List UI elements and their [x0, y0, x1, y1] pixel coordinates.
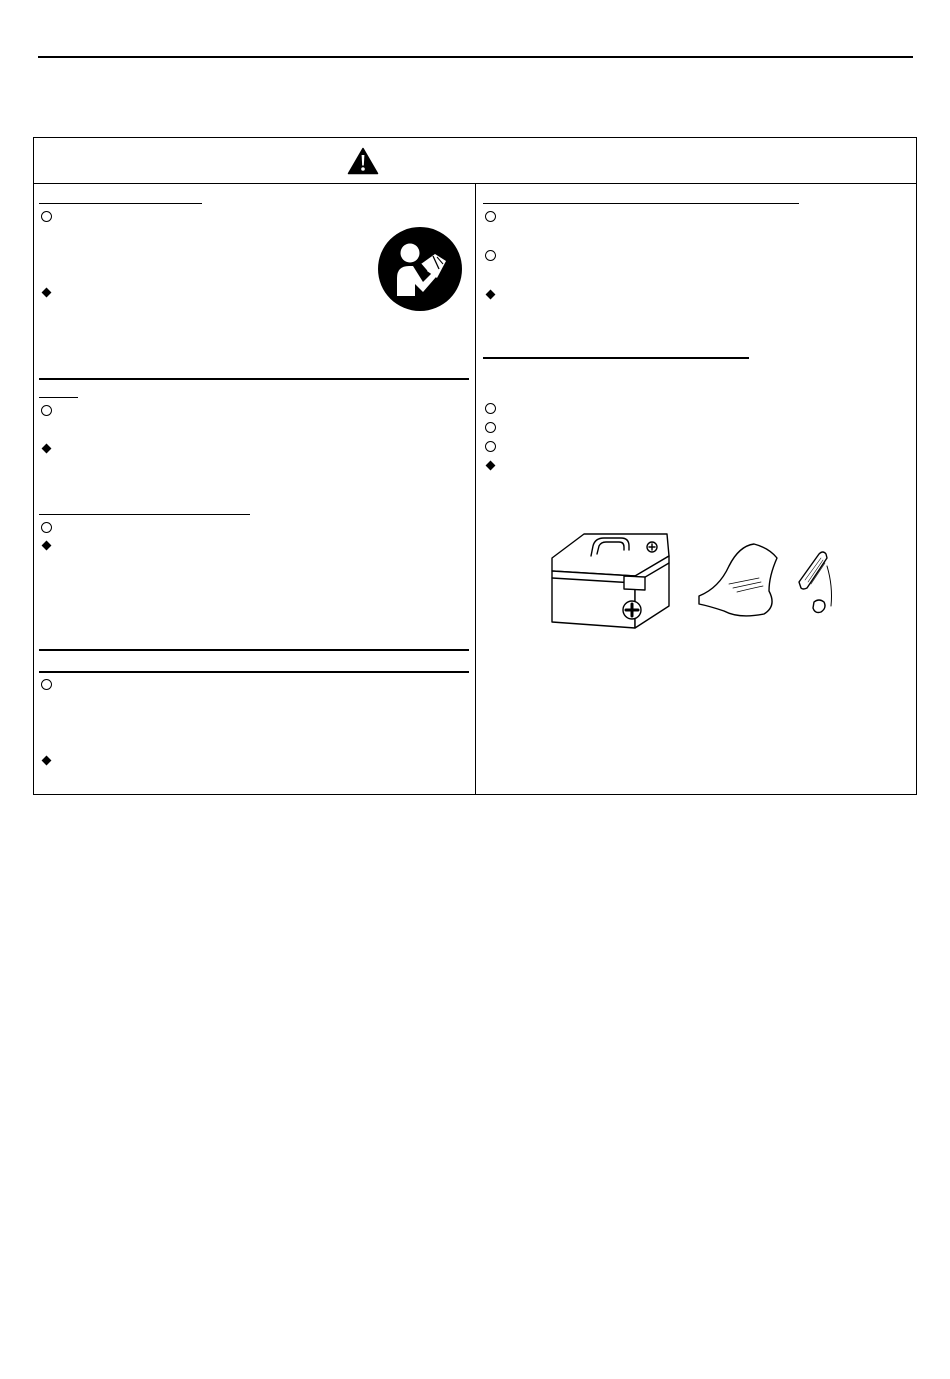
- section-heading-rule: [483, 357, 749, 359]
- column-divider: [475, 184, 476, 795]
- section-heading-rule: [39, 397, 78, 398]
- ring-bullet: [41, 405, 52, 416]
- diamond-bullet: [42, 541, 52, 551]
- safety-warning-panel: [33, 137, 917, 795]
- section-heading-rule: [39, 378, 469, 380]
- ring-bullet: [485, 211, 496, 222]
- ring-bullet: [485, 250, 496, 261]
- diamond-bullet: [42, 288, 52, 298]
- ring-bullet: [41, 211, 52, 222]
- diamond-bullet: [42, 756, 52, 766]
- section-heading-rule: [39, 514, 250, 515]
- section-heading-rule: [39, 203, 202, 204]
- ring-bullet: [485, 441, 496, 452]
- warning-triangle-icon: [347, 147, 379, 175]
- section-heading-rule: [39, 671, 469, 673]
- ring-bullet: [485, 422, 496, 433]
- diamond-bullet: [486, 461, 496, 471]
- ring-bullet: [485, 403, 496, 414]
- page-top-rule: [38, 56, 913, 58]
- read-manual-icon: [377, 226, 463, 312]
- diamond-bullet: [486, 290, 496, 300]
- diamond-bullet: [42, 444, 52, 454]
- section-heading-rule: [483, 203, 799, 204]
- ring-bullet: [41, 522, 52, 533]
- ring-bullet: [41, 679, 52, 690]
- warning-header: [34, 138, 916, 184]
- first-aid-kit-icon: [549, 516, 834, 630]
- section-heading-rule: [39, 649, 469, 651]
